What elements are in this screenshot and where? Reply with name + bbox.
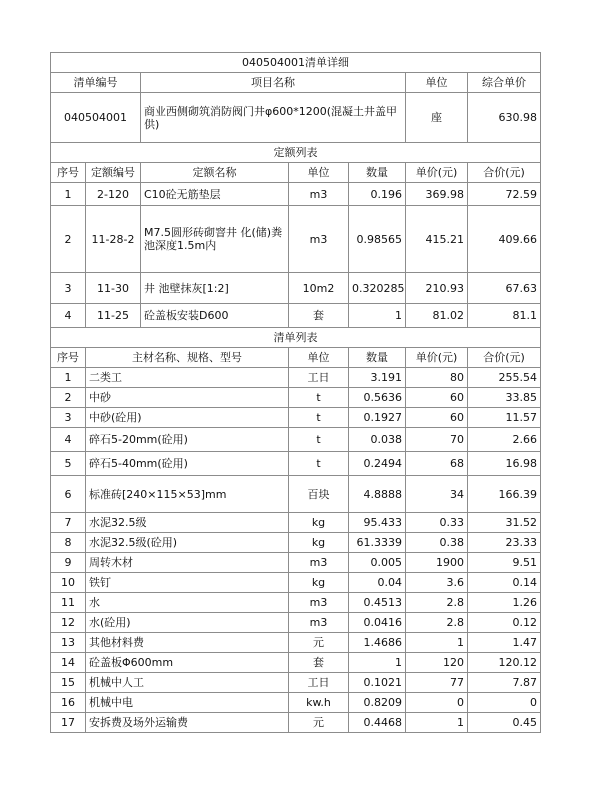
mat-col-no: 序号 xyxy=(51,348,86,368)
quota-col-total: 合价(元) xyxy=(468,163,541,183)
code-header: 清单编号 xyxy=(51,73,141,93)
material-total: 1.47 xyxy=(468,633,541,653)
material-price: 0.33 xyxy=(406,513,468,533)
quota-total: 409.66 xyxy=(468,206,541,273)
material-price: 120 xyxy=(406,653,468,673)
material-row xyxy=(51,653,541,673)
item-name: 商业西侧砌筑消防阀门井φ600*1200(混凝土井盖甲供) xyxy=(141,93,406,143)
material-name: 水 xyxy=(86,593,289,613)
quota-code: 11-30 xyxy=(86,273,141,304)
material-unit: m3 xyxy=(289,613,349,633)
material-qty: 0.1927 xyxy=(349,408,406,428)
material-price: 3.6 xyxy=(406,573,468,593)
material-price: 1900 xyxy=(406,553,468,573)
quota-unit: 10m2 xyxy=(289,273,349,304)
mat-col-name: 主材名称、规格、型号 xyxy=(86,348,289,368)
material-no: 13 xyxy=(51,633,86,653)
material-no: 11 xyxy=(51,593,86,613)
item-price: 630.98 xyxy=(468,93,541,143)
material-name: 机械中电 xyxy=(86,693,289,713)
material-row xyxy=(51,388,541,408)
material-unit: kg xyxy=(289,513,349,533)
material-name: 水泥32.5级 xyxy=(86,513,289,533)
material-qty: 0.2494 xyxy=(349,452,406,476)
material-name: 其他材料费 xyxy=(86,633,289,653)
materials-section-title: 清单列表 xyxy=(51,328,541,348)
material-no: 16 xyxy=(51,693,86,713)
material-no: 7 xyxy=(51,513,86,533)
quota-name: C10砼无筋垫层 xyxy=(141,183,289,206)
quota-col-name: 定额名称 xyxy=(141,163,289,183)
materials-header-row xyxy=(51,348,541,368)
material-qty: 0.5636 xyxy=(349,388,406,408)
quota-col-price: 单价(元) xyxy=(406,163,468,183)
material-no: 6 xyxy=(51,476,86,513)
quota-row xyxy=(51,273,541,304)
material-name: 机械中人工 xyxy=(86,673,289,693)
material-total: 33.85 xyxy=(468,388,541,408)
material-total: 16.98 xyxy=(468,452,541,476)
material-no: 4 xyxy=(51,428,86,452)
material-name: 碎石5-40mm(砼用) xyxy=(86,452,289,476)
quota-qty: 1 xyxy=(349,304,406,328)
unit-header: 单位 xyxy=(406,73,468,93)
material-price: 0 xyxy=(406,693,468,713)
material-row xyxy=(51,613,541,633)
quota-total: 67.63 xyxy=(468,273,541,304)
material-price: 1 xyxy=(406,633,468,653)
material-qty: 4.8888 xyxy=(349,476,406,513)
materials-section-row xyxy=(51,328,541,348)
material-total: 0 xyxy=(468,693,541,713)
material-price: 60 xyxy=(406,388,468,408)
material-no: 3 xyxy=(51,408,86,428)
item-code: 040504001 xyxy=(51,93,141,143)
quota-no: 3 xyxy=(51,273,86,304)
material-unit: 套 xyxy=(289,653,349,673)
quota-price: 415.21 xyxy=(406,206,468,273)
material-no: 15 xyxy=(51,673,86,693)
mat-col-price: 单价(元) xyxy=(406,348,468,368)
material-price: 2.8 xyxy=(406,613,468,633)
material-row xyxy=(51,633,541,653)
material-no: 17 xyxy=(51,713,86,733)
material-unit: 百块 xyxy=(289,476,349,513)
material-total: 166.39 xyxy=(468,476,541,513)
material-row xyxy=(51,476,541,513)
material-price: 60 xyxy=(406,408,468,428)
material-unit: t xyxy=(289,428,349,452)
quota-name: 井 池壁抹灰[1:2] xyxy=(141,273,289,304)
material-qty: 95.433 xyxy=(349,513,406,533)
material-unit: 工日 xyxy=(289,673,349,693)
material-name: 砼盖板Φ600mm xyxy=(86,653,289,673)
mat-col-qty: 数量 xyxy=(349,348,406,368)
quota-col-code: 定额编号 xyxy=(86,163,141,183)
quota-total: 72.59 xyxy=(468,183,541,206)
material-qty: 0.8209 xyxy=(349,693,406,713)
material-total: 2.66 xyxy=(468,428,541,452)
material-no: 2 xyxy=(51,388,86,408)
quota-unit: 套 xyxy=(289,304,349,328)
material-qty: 0.04 xyxy=(349,573,406,593)
material-price: 68 xyxy=(406,452,468,476)
material-price: 70 xyxy=(406,428,468,452)
material-price: 80 xyxy=(406,368,468,388)
quota-col-no: 序号 xyxy=(51,163,86,183)
material-name: 铁钉 xyxy=(86,573,289,593)
material-qty: 0.005 xyxy=(349,553,406,573)
quota-price: 210.93 xyxy=(406,273,468,304)
quota-section-title: 定额列表 xyxy=(51,143,541,163)
material-no: 5 xyxy=(51,452,86,476)
material-total: 255.54 xyxy=(468,368,541,388)
bill-detail-table xyxy=(50,52,541,733)
page-title: 040504001清单详细 xyxy=(51,53,541,73)
material-row xyxy=(51,593,541,613)
quota-unit: m3 xyxy=(289,206,349,273)
material-qty: 0.0416 xyxy=(349,613,406,633)
material-price: 1 xyxy=(406,713,468,733)
quota-no: 2 xyxy=(51,206,86,273)
quota-section-row xyxy=(51,143,541,163)
quota-header-row xyxy=(51,163,541,183)
material-name: 碎石5-20mm(砼用) xyxy=(86,428,289,452)
material-total: 0.12 xyxy=(468,613,541,633)
material-price: 0.38 xyxy=(406,533,468,553)
material-row xyxy=(51,408,541,428)
material-unit: 工日 xyxy=(289,368,349,388)
item-unit: 座 xyxy=(406,93,468,143)
material-row xyxy=(51,713,541,733)
quota-no: 4 xyxy=(51,304,86,328)
item-header-row xyxy=(51,73,541,93)
quota-row xyxy=(51,206,541,273)
material-total: 23.33 xyxy=(468,533,541,553)
material-name: 二类工 xyxy=(86,368,289,388)
material-row xyxy=(51,693,541,713)
quota-qty: 0.320285 xyxy=(349,273,406,304)
material-no: 8 xyxy=(51,533,86,553)
material-qty: 3.191 xyxy=(349,368,406,388)
material-name: 标准砖[240×115×53]mm xyxy=(86,476,289,513)
material-name: 中砂 xyxy=(86,388,289,408)
material-unit: kw.h xyxy=(289,693,349,713)
quota-total: 81.1 xyxy=(468,304,541,328)
quota-code: 11-28-2 xyxy=(86,206,141,273)
material-qty: 0.038 xyxy=(349,428,406,452)
material-row xyxy=(51,553,541,573)
material-qty: 61.3339 xyxy=(349,533,406,553)
item-row xyxy=(51,93,541,143)
quota-price: 369.98 xyxy=(406,183,468,206)
quota-name: 砼盖板安装D600 xyxy=(141,304,289,328)
material-total: 7.87 xyxy=(468,673,541,693)
quota-qty: 0.196 xyxy=(349,183,406,206)
material-qty: 1.4686 xyxy=(349,633,406,653)
material-name: 周转木材 xyxy=(86,553,289,573)
material-unit: kg xyxy=(289,533,349,553)
material-row xyxy=(51,673,541,693)
material-no: 1 xyxy=(51,368,86,388)
material-unit: m3 xyxy=(289,553,349,573)
price-header: 综合单价 xyxy=(468,73,541,93)
material-total: 0.14 xyxy=(468,573,541,593)
material-unit: t xyxy=(289,388,349,408)
quota-col-qty: 数量 xyxy=(349,163,406,183)
quota-row xyxy=(51,304,541,328)
quota-code: 11-25 xyxy=(86,304,141,328)
material-no: 12 xyxy=(51,613,86,633)
material-no: 10 xyxy=(51,573,86,593)
mat-col-total: 合价(元) xyxy=(468,348,541,368)
material-row xyxy=(51,368,541,388)
quota-qty: 0.98565 xyxy=(349,206,406,273)
name-header: 项目名称 xyxy=(141,73,406,93)
material-no: 9 xyxy=(51,553,86,573)
title-row xyxy=(51,53,541,73)
material-price: 77 xyxy=(406,673,468,693)
quota-no: 1 xyxy=(51,183,86,206)
material-qty: 0.4468 xyxy=(349,713,406,733)
material-row xyxy=(51,452,541,476)
material-unit: 元 xyxy=(289,713,349,733)
material-name: 水(砼用) xyxy=(86,613,289,633)
material-unit: t xyxy=(289,452,349,476)
material-no: 14 xyxy=(51,653,86,673)
material-total: 120.12 xyxy=(468,653,541,673)
quota-code: 2-120 xyxy=(86,183,141,206)
material-total: 1.26 xyxy=(468,593,541,613)
quota-name: M7.5圆形砖砌窨井 化(储)粪池深度1.5m内 xyxy=(141,206,289,273)
material-row xyxy=(51,428,541,452)
material-unit: t xyxy=(289,408,349,428)
material-total: 31.52 xyxy=(468,513,541,533)
material-unit: kg xyxy=(289,573,349,593)
material-qty: 1 xyxy=(349,653,406,673)
mat-col-unit: 单位 xyxy=(289,348,349,368)
quota-row xyxy=(51,183,541,206)
quota-price: 81.02 xyxy=(406,304,468,328)
material-unit: m3 xyxy=(289,593,349,613)
material-total: 11.57 xyxy=(468,408,541,428)
material-name: 安拆费及场外运输费 xyxy=(86,713,289,733)
material-unit: 元 xyxy=(289,633,349,653)
material-name: 水泥32.5级(砼用) xyxy=(86,533,289,553)
material-row xyxy=(51,573,541,593)
material-total: 9.51 xyxy=(468,553,541,573)
material-qty: 0.4513 xyxy=(349,593,406,613)
material-total: 0.45 xyxy=(468,713,541,733)
material-row xyxy=(51,533,541,553)
quota-unit: m3 xyxy=(289,183,349,206)
material-qty: 0.1021 xyxy=(349,673,406,693)
quota-col-unit: 单位 xyxy=(289,163,349,183)
material-name: 中砂(砼用) xyxy=(86,408,289,428)
material-row xyxy=(51,513,541,533)
material-price: 34 xyxy=(406,476,468,513)
material-price: 2.8 xyxy=(406,593,468,613)
